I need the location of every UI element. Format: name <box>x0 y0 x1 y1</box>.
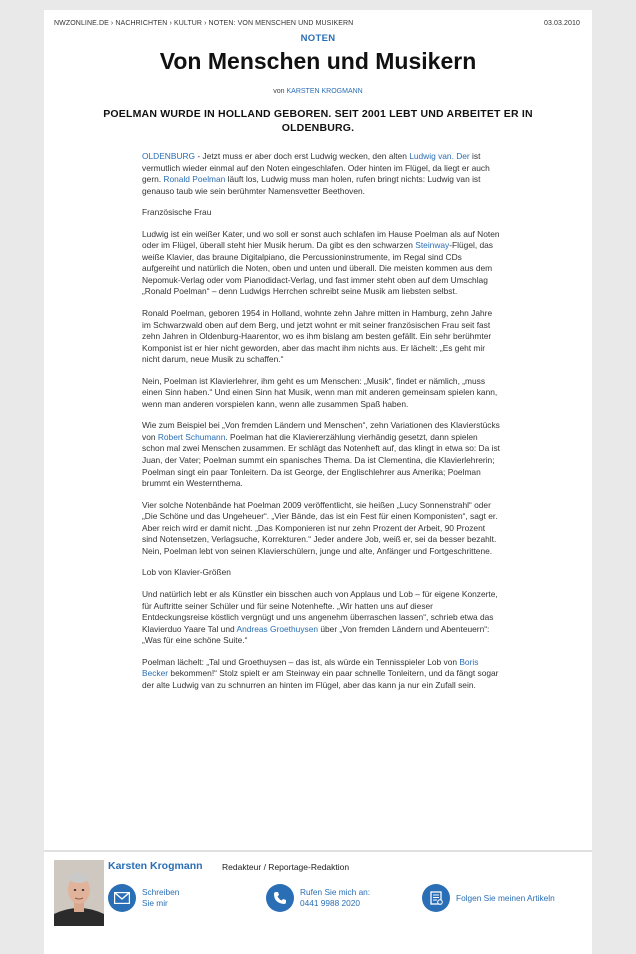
ludwig-van-link[interactable]: Ludwig van. Der <box>409 151 470 161</box>
paragraph-1 <box>142 151 500 197</box>
author-role: Redakteur / Reportage-Redaktion <box>222 862 350 872</box>
boris-becker-link[interactable]: Boris Becker <box>142 656 479 679</box>
author-photo <box>54 860 104 926</box>
paragraph-3: Ronald Poelman, geboren 1954 in Holland, wohnte zehn Jahre mitten in Hamburg, zehn Jahre im Schwarzwald oben auf dem Berg, und jetzt wohnt er mit seiner französischen Frau seit fast zehn Jahren in Oldenburg-Haarentor, wo es ihm bislang am besten gefällt. Ein sehr berühmter Komponist ist er hier nicht geworden, aber das macht ihm nichts aus. Er lächelt: „Es geht mir nicht darum, neue Musik zu schaffen.“ <box>142 308 493 365</box>
place-link[interactable]: OLDENBURG <box>142 151 196 161</box>
text: Poelman lächelt: „Tal und Groethuysen – das ist, als würde ein Tennisspieler Lob von <box>142 656 460 667</box>
envelope-icon <box>108 884 136 912</box>
andreas-groethuysen-link[interactable]: Andreas Groethuysen <box>236 623 319 634</box>
article-title: Von Menschen und Musikern <box>159 48 477 74</box>
author-portrait-icon <box>54 860 104 926</box>
subheading-1: Französische Frau <box>142 207 212 218</box>
write-line-2[interactable]: Sie mir <box>142 898 168 908</box>
text: über „Von fremden Ländern und Abenteuern“: „Was für eine schöne Suite.“ <box>142 623 490 646</box>
subheading-2: Lob von Klavier-Größen <box>142 567 231 578</box>
call-me-action[interactable] <box>266 884 370 912</box>
article-page <box>44 10 592 954</box>
author-box <box>44 852 592 954</box>
top-bar <box>54 16 580 30</box>
text: läuft los, Ludwig muss man holen, rufen bringt nichts: Ludwig van ist genauso taub wie sein berühmter Namensvetter Beethoven. <box>142 174 481 196</box>
write-me-action[interactable] <box>108 884 179 912</box>
paragraph-4: Nein, Poelman ist Klavierlehrer, ihm geht es um Menschen: „Musik“, findet er nämlich, „muss einen Sinn haben.“ Und einen Sinn hat Musik, wenn man mit anderen gemeinsam spielen kann, wenn man anderen vorspielen kann, wenn alle zusammen Spaß haben. <box>142 375 498 409</box>
text: Ludwig ist ein weißer Kater, und wo soll er sonst auch schlafen im Hause Poelman als auf Noten oder im Flügel, überall steht hier Musik herum. Da gibt es den schwarzen <box>142 228 500 251</box>
text: Wie zum Beispiel bei „Von fremden Ländern und Menschen“, zehn Variationen des Klavierstücks von <box>142 420 500 442</box>
article-body <box>142 151 500 701</box>
follow-articles-action[interactable] <box>422 884 555 912</box>
robert-schumann-link[interactable]: Robert Schumann <box>157 431 226 442</box>
text: Und natürlich lebt er als Künstler ein bisschen auch von Applaus und Lob – für eigene Konzerte, für Auftritte seiner Schüler und für seine Notenhefte. „Wir hatten uns auf dieser Entdeckungsreise köstlich vergnügt und uns angenehm überraschen lassen“, schrieb etwa das Klavierduo Yaare Tal und <box>142 588 498 634</box>
write-line-1[interactable]: Schreiben <box>142 887 180 897</box>
byline-author-link[interactable]: KARSTEN KROGMANN <box>286 88 363 95</box>
text: ist vermutlich wieder einmal auf den Noten eingeschlafen. Oder hinten im Flügel, da liegt er auch gern. <box>142 151 490 185</box>
follow-label[interactable]: Folgen Sie meinen Artikeln <box>456 892 555 903</box>
text: bekommen!“ Stolz spielt er am Steinway ein paar schnelle Tonleitern, und da fängt sogar der alte Ludwig van zu schnurren an hinten im Flügel, aber das kann ja nur ein Zufall sein. <box>142 668 499 690</box>
text: . Poelman hat die Klaviererzählung vierhändig gesetzt, dann spielen schon mal zwei Menschen zusammen. Er schlägt das Notenheft auf, das klingt in etwa so: Da ist Juan, der Vater; Poelman summt ein spanisches Thema. Da ist Clementina, die Klavierlehrerin; Poelman singt ein paar Tonleitern. Da ist George, der Englischlehrer aus Amerika; Poelman brummt ein Westernthema. <box>142 431 500 489</box>
paragraph-7 <box>142 589 500 647</box>
breadcrumb[interactable]: NWZONLINE.DE › NACHRICHTEN › KULTUR › NOTEN: VON MENSCHEN UND MUSIKERN <box>54 19 354 27</box>
paragraph-8 <box>142 657 500 692</box>
steinway-link[interactable]: Steinway <box>415 240 450 251</box>
paragraph-2 <box>142 229 500 298</box>
text: - Jetzt muss er aber doch erst Ludwig wecken, den alten <box>195 151 410 161</box>
paragraph-5 <box>142 420 500 489</box>
ronald-poelman-link[interactable]: Ronald Poelman <box>163 174 226 185</box>
follow-articles-icon <box>422 884 450 912</box>
phone-icon <box>266 884 294 912</box>
byline-prefix: von <box>273 88 285 95</box>
call-line-1[interactable]: Rufen Sie mich an: <box>300 887 371 897</box>
text: -Flügel, das weiße Klavier, das braune Digitalpiano, die Percussioninstrumente, im Regal sind CDs aufgereiht und natürlich die Noten, oben und unten und überall. Die meisten kommen aus dem Nepomuk-Verlag oder vom Pianodidact-Verlag, und fast immer steht oben auf dem Umschlag „Ronald Poelman“ – denn Ludwigs Herrchen schreibt seine Musik am liebsten selbst. <box>142 240 493 297</box>
article-lead: POELMAN WURDE IN HOLLAND GEBOREN. SEIT 2001 LEBT UND ARBEITET ER IN OLDENBURG. <box>103 108 533 134</box>
phone-number[interactable]: 0441 9988 2020 <box>300 898 360 908</box>
byline <box>44 88 592 95</box>
paragraph-6: Vier solche Notenbände hat Poelman 2009 veröffentlicht, sie heißen „Lucy Sonnenstrahl“ oder „Die Schöne und das Ungeheuer“. „Vier Bände, das ist ein Fest für einen Komponisten“, sagt er. Aber reich wird er damit nicht. „Das Komponieren ist nur zehn Prozent der Arbeit, 90 Prozent sind Notensetzen, Verlagsuche, Korrekturen.“ Jeder andere Job, weiß er, sei da besser bezahlt. Nein, Poelman lebt von seinen Klavierschülern, junge und alte, Anfänger und Fortgeschrittene. <box>142 499 498 556</box>
article-date: 03.03.2010 <box>543 19 580 27</box>
article-kicker: NOTEN <box>300 33 336 44</box>
author-name-link[interactable]: Karsten Krogmann <box>108 860 203 872</box>
